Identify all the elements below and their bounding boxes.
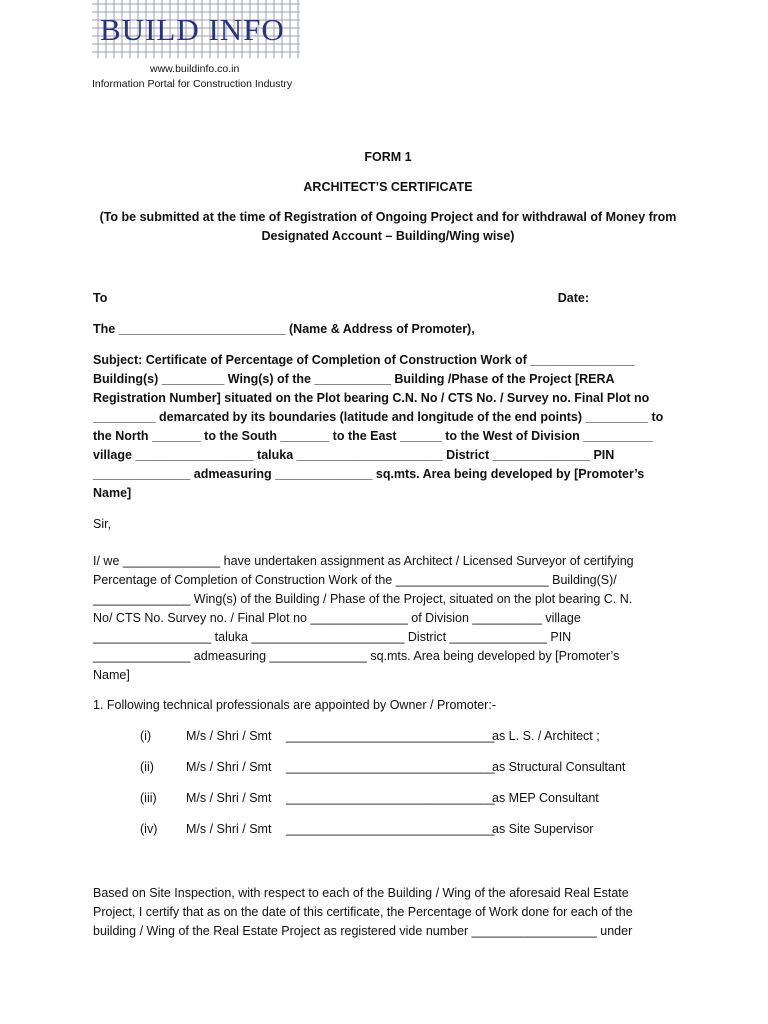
subject-line: _________ demarcated by its boundaries (latitude and longitude of the end points) _________ to	[93, 410, 664, 424]
body-line: Percentage of Completion of Construction Work of the ______________________ Building(S)/	[93, 573, 617, 587]
professional-row	[93, 721, 683, 752]
subject-line: village _________________ taluka _____________________ District ______________ PIN	[93, 448, 615, 462]
certification-line: Based on Site Inspection, with respect to each of the Building / Wing of the aforesaid Real Estate	[93, 886, 629, 900]
professional-num: (i)	[140, 729, 152, 743]
certification-line: building / Wing of the Real Estate Project as registered vide number __________________ under	[93, 924, 633, 938]
logo-brand-text: BUILD INFO	[100, 12, 285, 47]
subject-line: Registration Number] situated on the Plot bearing C.N. No / CTS No. / Survey no. Final Plot no	[93, 391, 650, 405]
subject-line: Subject: Certificate of Percentage of Completion of Construction Work of _______________	[93, 353, 635, 367]
certification-paragraph	[93, 884, 683, 941]
subject-line: the North _______ to the South _______ to the East ______ to the West of Division __________	[93, 429, 653, 443]
body-line: ______________ Wing(s) of the Building / Phase of the Project, situated on the plot bearing C. N.	[93, 592, 633, 606]
build-info-logo	[92, 0, 304, 90]
to-label: To	[93, 291, 108, 305]
subject-line: ______________ admeasuring ______________ sq.mts. Area being developed by [Promoter’s	[93, 467, 645, 481]
logo-tagline: Information Portal for Construction Industry	[92, 78, 293, 90]
body-line: ______________ admeasuring ______________ sq.mts. Area being developed by [Promoter’s	[93, 649, 620, 663]
professional-row	[93, 783, 683, 814]
professional-row	[93, 752, 683, 783]
professional-prefix: M/s / Shri / Smt	[186, 729, 272, 743]
professional-blank: ______________________________	[286, 729, 495, 743]
professional-role: as L. S. / Architect ;	[492, 729, 600, 743]
professional-prefix: M/s / Shri / Smt	[186, 791, 272, 805]
professional-blank: ______________________________	[286, 822, 495, 836]
body-paragraph	[93, 552, 683, 685]
professional-role: as Site Supervisor	[492, 822, 594, 836]
professional-blank: ______________________________	[286, 760, 495, 774]
subject-paragraph	[93, 351, 683, 503]
logo-url[interactable]: www.buildinfo.co.in	[150, 63, 240, 75]
professional-prefix: M/s / Shri / Smt	[186, 760, 272, 774]
professional-row	[93, 814, 683, 845]
form-subtitle-line-1: (To be submitted at the time of Registration of Ongoing Project and for withdrawal of Money from	[99, 210, 677, 224]
professional-prefix: M/s / Shri / Smt	[186, 822, 272, 836]
body-line: _________________ taluka ______________________ District ______________ PIN	[93, 630, 572, 644]
address-row	[93, 289, 683, 308]
body-line: I/ we ______________ have undertaken assignment as Architect / Licensed Surveyor of certifying	[93, 554, 634, 568]
professional-role: as Structural Consultant	[492, 760, 626, 774]
form-subtitle-line-2: Designated Account – Building/Wing wise)	[261, 229, 515, 243]
form-number: FORM 1	[364, 150, 412, 164]
professional-role: as MEP Consultant	[492, 791, 599, 805]
promoter-line: The ________________________ (Name & Address of Promoter),	[93, 322, 475, 336]
point-1: 1. Following technical professionals are appointed by Owner / Promoter:-	[93, 698, 496, 712]
professional-num: (ii)	[140, 760, 154, 774]
form-title: ARCHITECT’S CERTIFICATE	[303, 180, 473, 194]
professionals-list	[93, 721, 683, 845]
professional-num: (iii)	[140, 791, 157, 805]
form-body	[93, 148, 683, 941]
body-line: No/ CTS No. Survey no. / Final Plot no ______________ of Division __________ village	[93, 611, 581, 625]
subject-line: Name]	[93, 486, 132, 500]
date-label: Date:	[557, 291, 589, 305]
subject-line: Building(s) _________ Wing(s) of the ___________ Building /Phase of the Project [RERA	[93, 372, 615, 386]
salutation: Sir,	[93, 517, 112, 531]
professional-blank: ______________________________	[286, 791, 495, 805]
certification-line: Project, I certify that as on the date of this certificate, the Percentage of Work done for each of the	[93, 905, 633, 919]
body-line: Name]	[93, 668, 130, 682]
professional-num: (iv)	[140, 822, 158, 836]
